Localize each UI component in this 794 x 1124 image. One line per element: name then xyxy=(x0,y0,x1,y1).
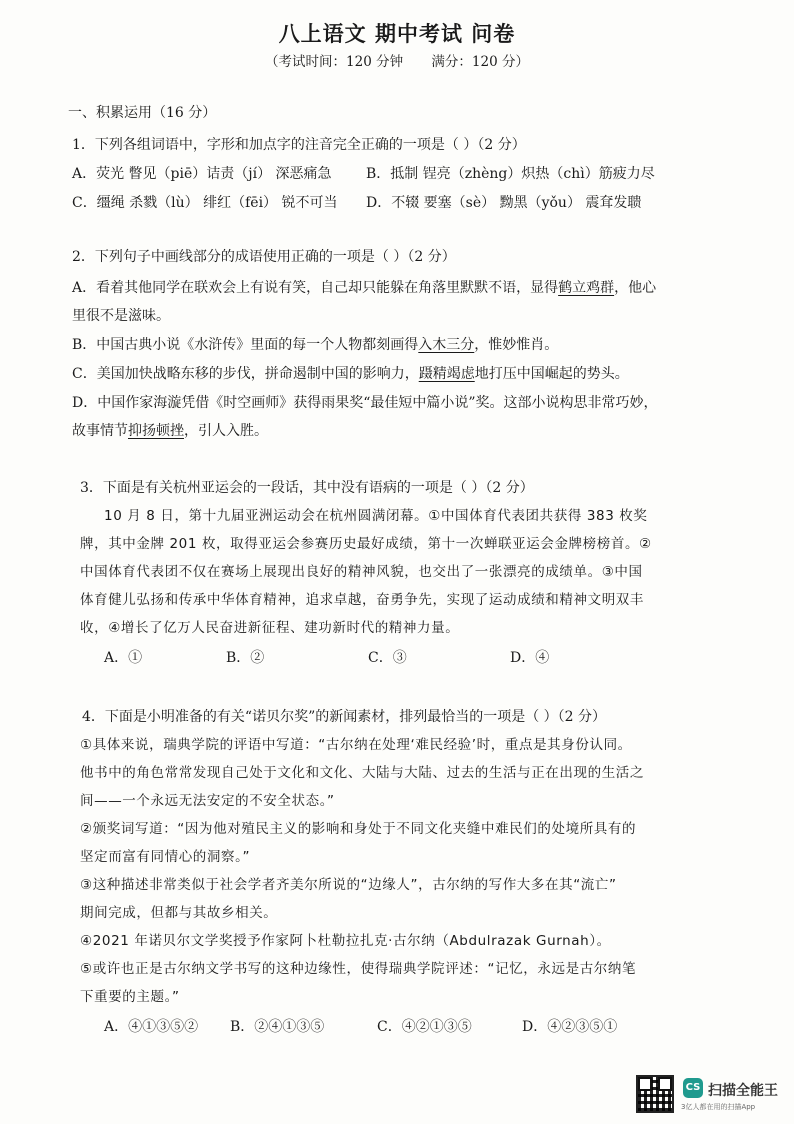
q2-option-a-cont: 里很不是滋味。 xyxy=(72,308,170,324)
q4-material-line: 坚定而富有同情心的洞察。” xyxy=(80,849,251,865)
q2-option-d: D．中国作家海漩凭借《时空画师》获得雨果奖“最佳短中篇小说”奖。这部小说构思非常巧妙， xyxy=(72,395,658,411)
q3-passage-line: 体育健儿弘扬和传承中华体育精神，追求卓越，奋勇争先，实现了运动成绩和精神文明双丰 xyxy=(80,592,644,608)
exam-score: 满分：120 分） xyxy=(431,54,529,70)
q4-material-line: 下重要的主题。” xyxy=(80,989,180,1005)
q4-material-line: ①具体来说，瑞典学院的评语中写道：“古尔纳在处理‘难民经验’时，重点是其身份认同。 xyxy=(80,737,632,753)
scanner-app-name: 扫描全能王 xyxy=(708,1083,778,1099)
exam-title: 八上语文 期中考试 问卷 xyxy=(278,21,516,46)
q2-option-c xyxy=(72,367,629,381)
q2-a-text: A．看着其他同学在联欢会上有说有笑，自己却只能躲在角落里默默不语，显得 xyxy=(72,280,559,296)
exam-info xyxy=(0,50,794,70)
q4-option-d: D．④②③⑤① xyxy=(522,1019,618,1035)
q2-d-underlined-idiom: 抑扬顿挫 xyxy=(128,423,184,439)
q2-d-text: 故事情节 xyxy=(72,423,128,439)
q3-passage-line: 牌，其中金牌 201 枚，取得亚运会参赛历史最好成绩，第十一次蝉联亚运会金牌榜榜首。② xyxy=(80,536,652,552)
q4-option-b: B．②④①③⑤ xyxy=(230,1019,325,1035)
q3-passage-line: 收，④增长了亿万人民奋进新征程、建功新时代的精神力量。 xyxy=(80,620,460,636)
q2-c-underlined-idiom: 蹑精竭虑 xyxy=(418,366,475,382)
q3-stem: 3．下面是有关杭州亚运会的一段话，其中没有语病的一项是（ ）（2 分） xyxy=(80,480,534,496)
q2-c-text-end: 地打压中国崛起的势头。 xyxy=(474,366,629,382)
q2-stem: 2．下列句子中画线部分的成语使用正确的一项是（ ）（2 分） xyxy=(72,249,456,265)
q2-b-text: B．中国古典小说《水浒传》里面的每一个人物都刻画得 xyxy=(72,337,419,353)
q2-option-b xyxy=(72,338,558,352)
q4-material-line: 期间完成，但都与其故乡相关。 xyxy=(80,905,278,921)
q4-material-line: ③这种描述非常类似于社会学者齐美尔所说的“边缘人”，古尔纳的写作大多在其“流亡” xyxy=(80,877,617,893)
q4-stem: 4．下面是小明准备的有关“诺贝尔奖”的新闻素材，排列最恰当的一项是（ ）（2 分） xyxy=(82,709,607,725)
q4-material-line: ⑤或许也正是古尔纳文学书写的这种边缘性，使得瑞典学院评述：“记忆，永远是古尔纳笔 xyxy=(80,961,637,977)
q1-option-c: C．缰绳 杀戮（lù） 绯红（fēi） 锐不可当 xyxy=(72,195,338,211)
q2-option-d-cont xyxy=(72,424,268,438)
q1-option-d: D．不辍 要塞（sè） 黝黑（yǒu） 震耷发聩 xyxy=(366,195,642,211)
q3-option-c: C．③ xyxy=(368,650,407,666)
q2-c-text: C．美国加快战略东移的步伐，拼命遏制中国的影响力， xyxy=(72,366,419,382)
q3-passage-line: 中国体育代表团不仅在赛场上展现出良好的精神风貌，也交出了一张漂亮的成绩单。③中国 xyxy=(80,564,643,580)
q3-passage-line: 10 月 8 日，第十九届亚洲运动会在杭州圆满闭幕。①中国体育代表团共获得 383 枚奖 xyxy=(104,508,648,524)
q2-a-underlined-idiom: 鹤立鸡群 xyxy=(558,280,615,296)
q2-a-text-end: ，他心 xyxy=(614,280,657,296)
q2-d-text-end: ，引人入胜。 xyxy=(184,423,268,439)
q4-material-line: 间——一个永远无法安定的不安全状态。” xyxy=(80,793,335,809)
q4-option-a: A．④①③⑤② xyxy=(104,1019,199,1035)
q3-option-a: A．① xyxy=(104,650,143,666)
q4-material-line: ②颁奖词写道：“因为他对殖民主义的影响和身处于不同文化夹缝中难民们的处境所具有的 xyxy=(80,821,637,837)
q2-b-text-end: ，惟妙惟肖。 xyxy=(474,337,559,353)
q1-stem: 1．下列各组词语中，字形和加点字的注音完全正确的一项是（ ）（2 分） xyxy=(72,137,526,153)
q3-option-d: D．④ xyxy=(510,650,550,666)
qr-code-icon xyxy=(636,1075,674,1113)
section-heading: 一、积累运用（16 分） xyxy=(68,105,217,121)
q2-option-a xyxy=(72,281,656,295)
q4-material-line: ④2021 年诺贝尔文学奖授予作家阿卜杜勒拉扎克·古尔纳（Abdulrazak Gurnah）。 xyxy=(80,933,611,949)
exam-time: （考试时间：120 分钟 xyxy=(265,54,404,70)
q2-b-underlined-idiom: 入木三分 xyxy=(418,337,475,353)
q3-option-b: B．② xyxy=(226,650,265,666)
q4-material-line: 他书中的角色常常发现自己处于文化和文化、大陆与大陆、过去的生活与正在出现的生活之 xyxy=(80,765,644,781)
camscanner-logo-icon: CS xyxy=(683,1078,703,1098)
q1-option-a: A．荧光 瞥见（piē）诘责（jí） 深恶痛急 xyxy=(72,166,332,182)
scanner-tagline: 3亿人都在用的扫描App xyxy=(681,1103,756,1111)
q4-option-c: C．④②①③⑤ xyxy=(377,1019,472,1035)
q1-option-b: B．抵制 锃亮（zhèng）炽热（chì）筋疲力尽 xyxy=(366,166,655,182)
